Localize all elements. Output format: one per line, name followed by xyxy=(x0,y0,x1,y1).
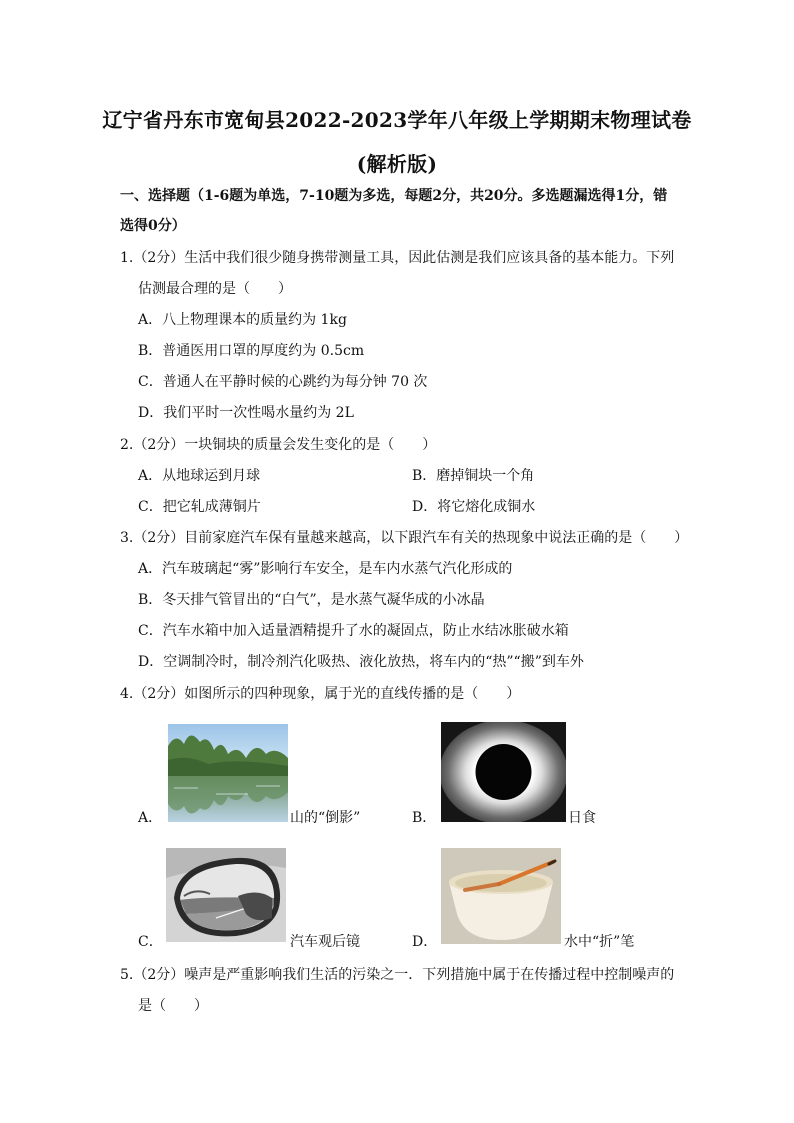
question-4-option-b-letter: B． xyxy=(412,810,437,826)
question-3-stem: 3.（2分）目前家庭汽车保有量越来越高，以下跟汽车有关的热现象中说法正确的是（ ） xyxy=(120,530,689,546)
question-1-option-d: D．我们平时一次性喝水量约为 2L xyxy=(138,405,354,421)
question-4-option-c-caption: 汽车观后镜 xyxy=(290,934,360,950)
question-3-option-b: B．冬天排气管冒出的“白气”，是水蒸气凝华成的小冰晶 xyxy=(138,592,485,608)
solar-eclipse-image xyxy=(441,722,566,822)
question-1-option-c: C．普通人在平静时候的心跳约为每分钟 70 次 xyxy=(138,374,428,390)
question-2-option-c: C．把它轧成薄铜片 xyxy=(138,499,261,515)
question-4-option-a-letter: A． xyxy=(138,810,163,826)
question-5-stem: 5.（2分）噪声是严重影响我们生活的污染之一．下列措施中属于在传播过程中控制噪声的 xyxy=(120,967,675,983)
section-heading: 一、选择题（1-6题为单选，7-10题为多选，每题2分，共20分。多选题漏选得1分，错 xyxy=(120,188,668,204)
bent-pencil-image xyxy=(441,848,561,944)
exam-subtitle: (解析版) xyxy=(356,152,438,176)
question-4-option-a-caption: 山的“倒影” xyxy=(290,810,361,826)
question-3-option-d: D．空调制冷时，制冷剂汽化吸热、液化放热，将车内的“热”“搬”到车外 xyxy=(138,654,584,670)
car-mirror-image xyxy=(166,848,286,942)
question-4-stem: 4.（2分）如图所示的四种现象，属于光的直线传播的是（ ） xyxy=(120,686,521,702)
section-heading-cont: 选得0分） xyxy=(120,218,186,234)
question-1-option-a: A．八上物理课本的质量约为 1kg xyxy=(138,312,347,328)
question-1-option-b: B．普通医用口罩的厚度约为 0.5cm xyxy=(138,343,365,359)
question-4-option-d-letter: D． xyxy=(412,934,438,950)
mountain-reflection-image xyxy=(168,724,288,822)
question-2-option-a: A．从地球运到月球 xyxy=(138,468,261,484)
question-4-option-d-caption: 水中“折”笔 xyxy=(564,934,635,950)
question-3-option-c: C．汽车水箱中加入适量酒精提升了水的凝固点，防止水结冰胀破水箱 xyxy=(138,623,569,639)
question-4-option-c-letter: C． xyxy=(138,934,163,950)
question-2-stem: 2.（2分）一块铜块的质量会发生变化的是（ ） xyxy=(120,437,437,453)
exam-title: 辽宁省丹东市宽甸县2022-2023学年八年级上学期期末物理试卷 xyxy=(102,108,692,132)
question-1-stem-cont: 估测最合理的是（ ） xyxy=(138,281,292,297)
question-5-stem-cont: 是（ ） xyxy=(138,998,208,1014)
question-3-option-a: A．汽车玻璃起“雾”影响行车安全，是车内水蒸气汽化形成的 xyxy=(138,561,513,577)
question-1-stem: 1.（2分）生活中我们很少随身携带测量工具，因此估测是我们应该具备的基本能力。下列 xyxy=(120,250,675,266)
question-2-option-b: B．磨掉铜块一个角 xyxy=(412,468,535,484)
question-4-option-b-caption: 日食 xyxy=(568,810,596,826)
question-2-option-d: D．将它熔化成铜水 xyxy=(412,499,536,515)
